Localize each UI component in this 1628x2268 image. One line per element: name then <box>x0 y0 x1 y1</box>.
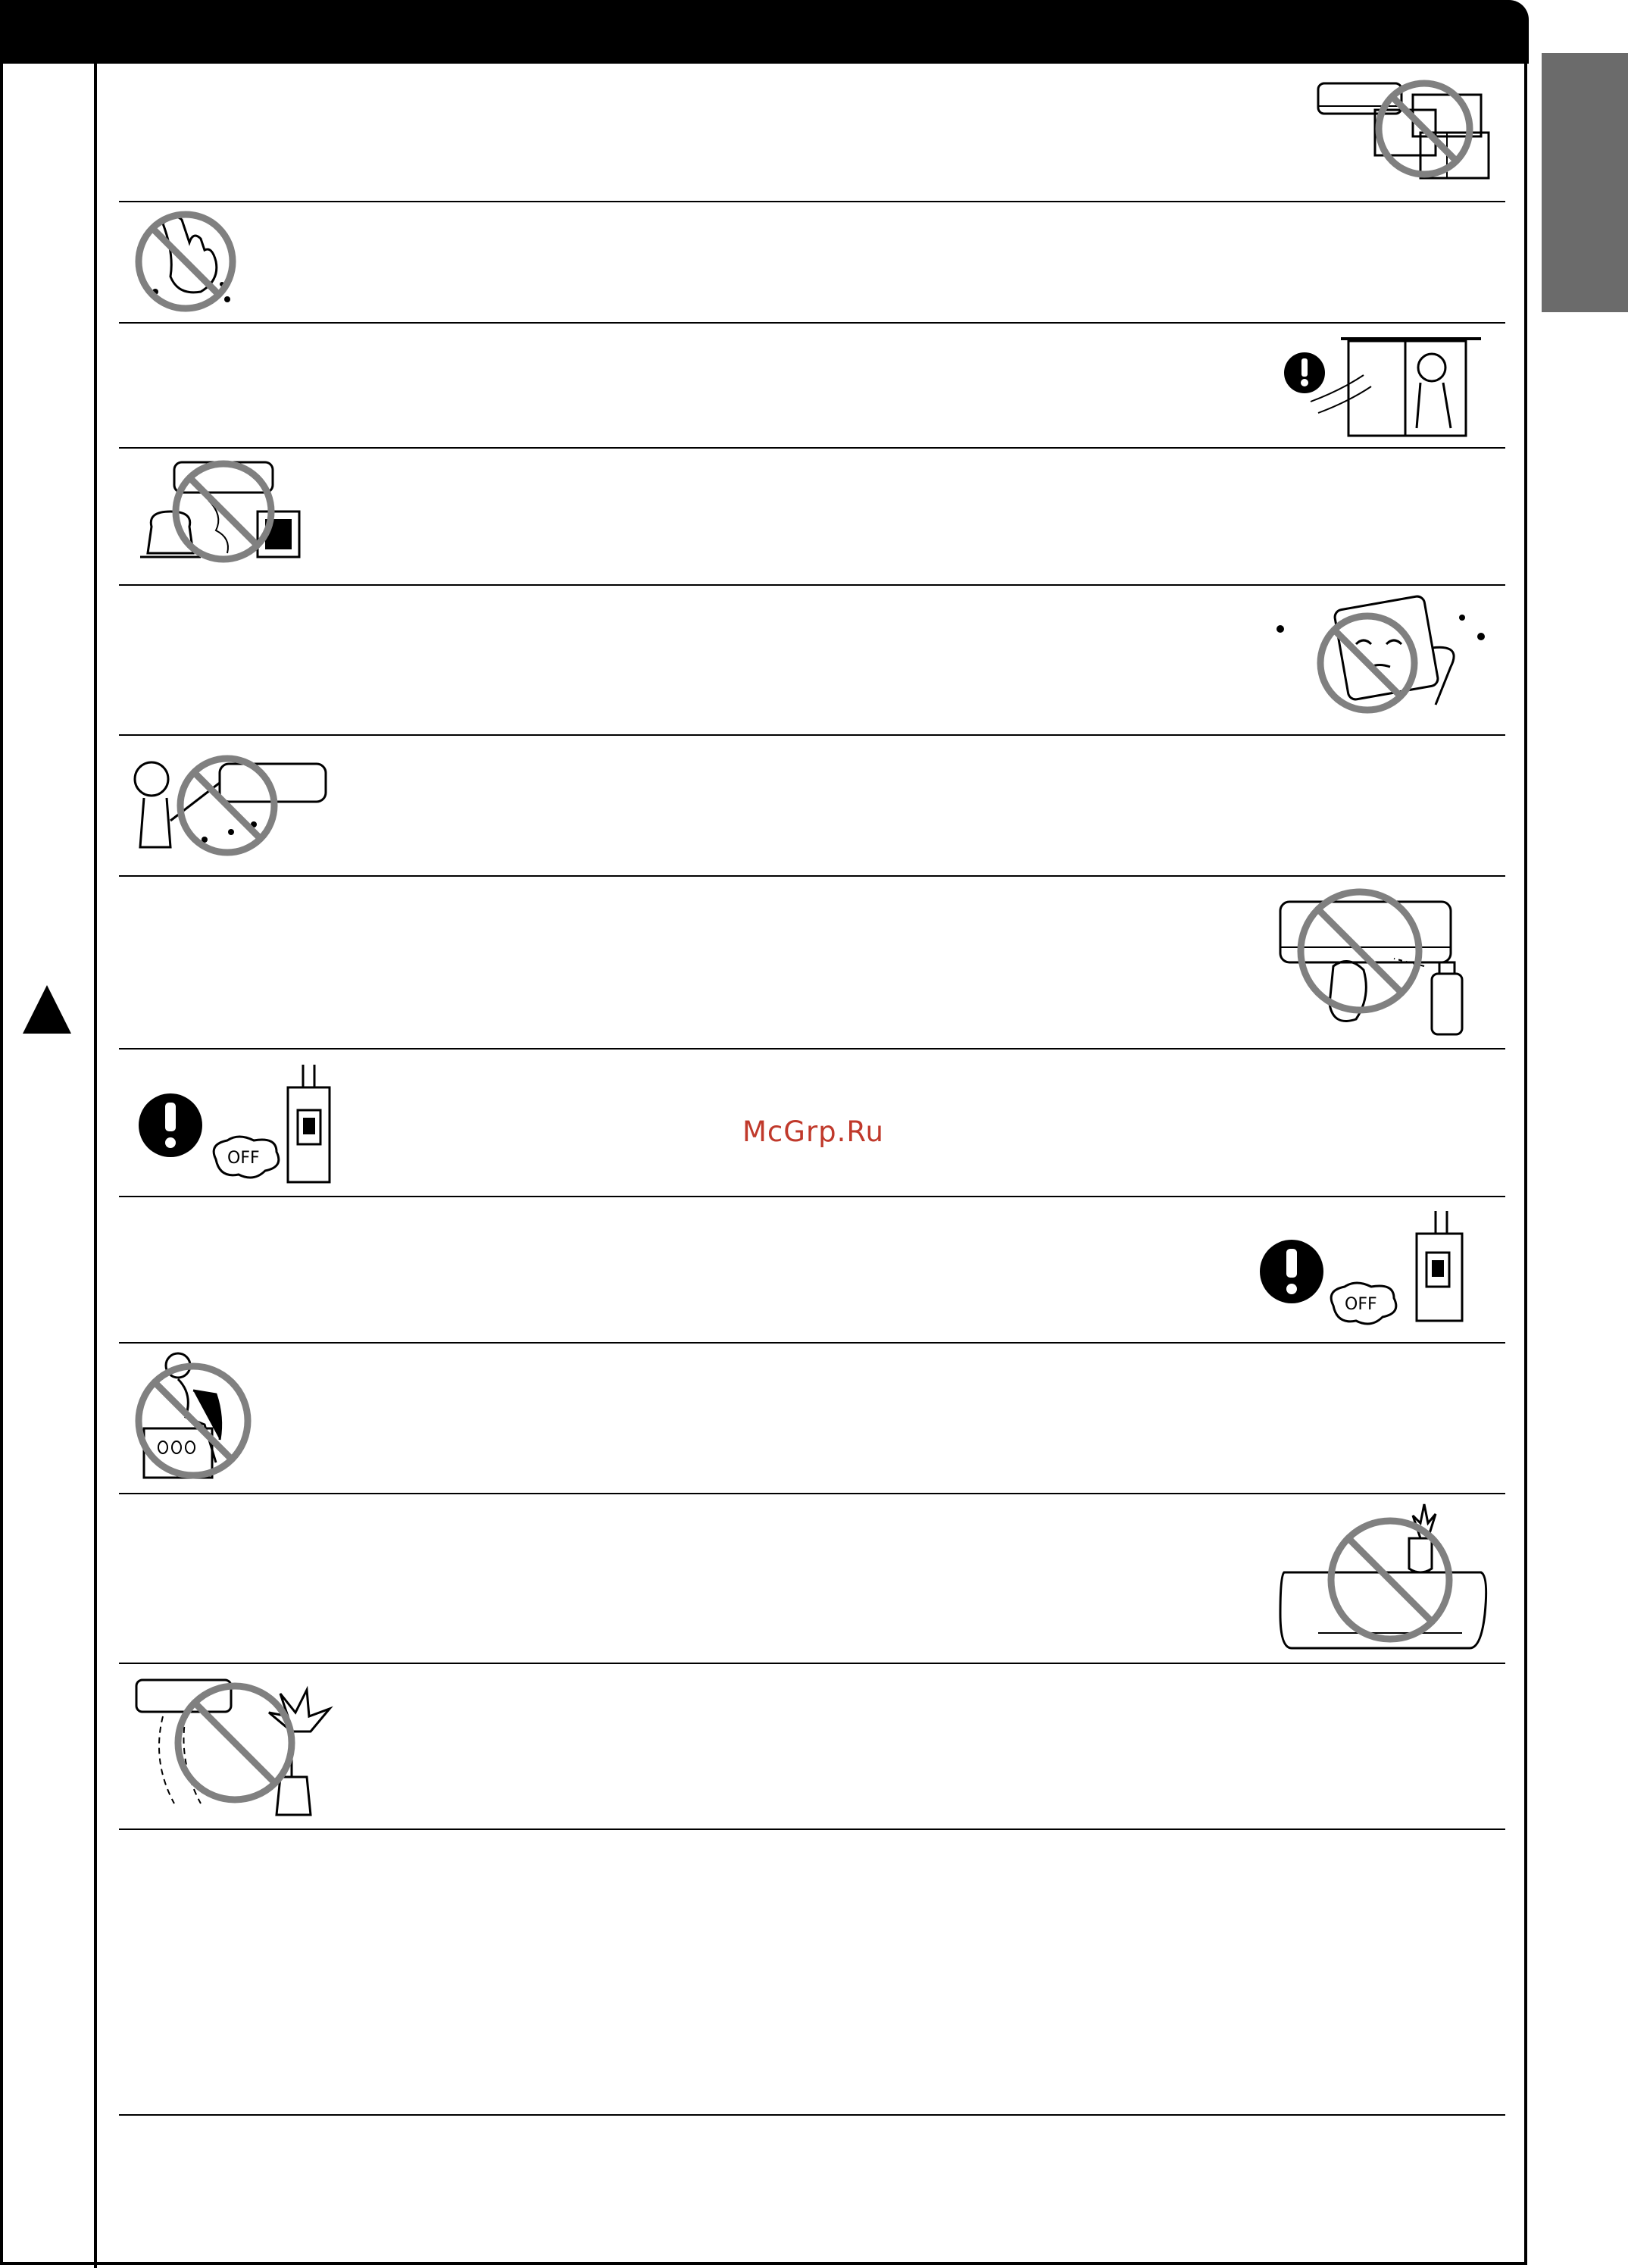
left-column-divider <box>94 64 97 2268</box>
prohibited-water-spray-icon <box>129 741 333 862</box>
prohibited-vase-on-unit-icon <box>1273 1500 1492 1656</box>
off-label: OFF <box>227 1149 260 1168</box>
mandatory-ventilate-window-icon <box>1280 330 1485 443</box>
row-divider <box>119 1342 1505 1344</box>
caution-triangle-icon <box>21 984 73 1035</box>
row-divider <box>119 1196 1505 1197</box>
prohibited-spray-can-icon <box>1273 883 1492 1042</box>
row-divider <box>119 584 1505 586</box>
prohibited-boxes-on-unit-icon <box>1314 72 1492 186</box>
mandatory-breaker-off-icon-2 <box>1254 1207 1481 1332</box>
row-divider <box>119 322 1505 324</box>
row-divider <box>119 2114 1505 2116</box>
off-label-2: OFF <box>1345 1295 1377 1314</box>
side-tab <box>1542 53 1628 312</box>
row-divider <box>119 734 1505 736</box>
row-divider <box>119 201 1505 202</box>
mandatory-breaker-off-icon <box>133 1061 360 1186</box>
prohibited-hanging-on-unit-icon <box>1265 591 1492 727</box>
row-divider <box>119 875 1505 877</box>
prohibited-standing-on-unstable-base-icon <box>133 1349 261 1485</box>
watermark: McGrp.Ru <box>742 1115 884 1148</box>
row-divider <box>119 1048 1505 1050</box>
prohibited-wet-hands-icon <box>133 208 246 314</box>
row-divider <box>119 1663 1505 1664</box>
row-divider <box>119 447 1505 449</box>
prohibited-heat-source-under-unit-icon <box>117 455 337 568</box>
row-divider <box>119 1493 1505 1494</box>
prohibited-airflow-on-plants-icon <box>129 1671 356 1822</box>
row-divider <box>119 1828 1505 1830</box>
